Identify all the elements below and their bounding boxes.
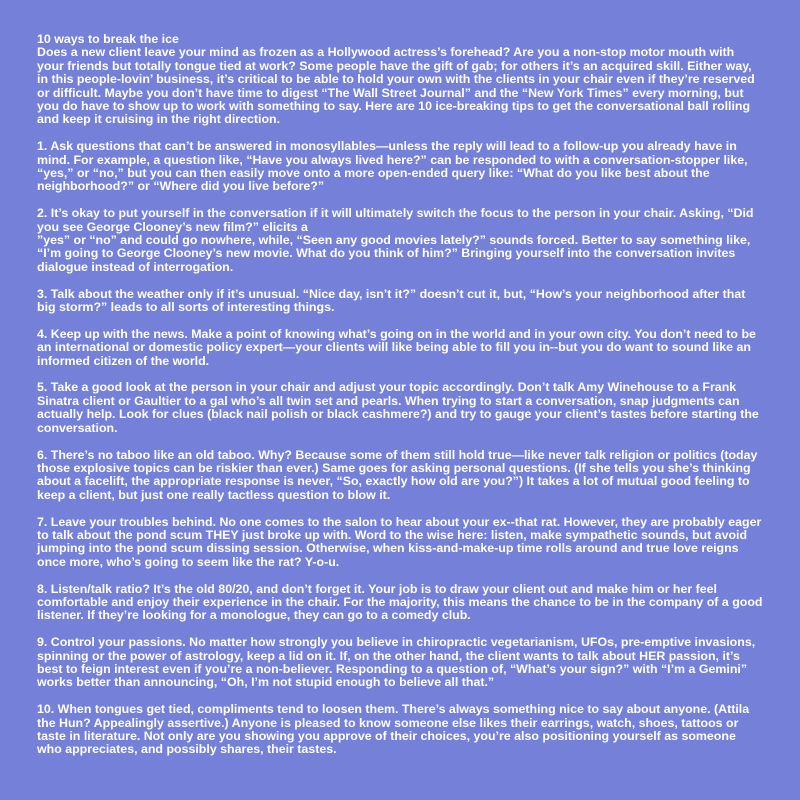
tip-8: 8. Listen/talk ratio? It’s the old 80/20, and don’t forget it. Your job is to draw your client out and make him or her feel comfortable and enjoy their experience in the chair. For the majority, this means the chance to be in the company of a good listener. If they’re looking for a monologue, they can go to a comedy club. [37,581,763,623]
tip-6: 6. There’s no taboo like an old taboo. Why? Because some of them still hold true—like never talk religion or politics (today those explosive topics can be riskier than ever.) Same goes for asking personal questions. (If she tells you she’s thinking about a facelift, the appropriate response is never, “So, exactly how old are you?”) It takes a lot of mutual good feeling to keep a client, but just one really tactless question to blow it. [37,447,758,502]
tip-1: 1. Ask questions that can’t be answered in monosyllables—unless the reply will lead to a follow-up you already have in mind. For example, a question like, “Have you always lived here?” can be responded to with a conversation-stopper like, “yes,” or “no,” but you can then easily move onto a more open-ended query like: “What do you like best about the neighborhood?” or “Where did you live before?” [37,139,748,194]
article-intro: Does a new client leave your mind as frozen as a Hollywood actress’s forehead? Are you a non-stop motor mouth with your friends but totally tongue tied at work? Some people have the gift of gab; for others it’s an acquired skill. Either way, in this people-lovin’ business, it’s critical to be able to hold your own with the clients in your chair even if they’re reserved or difficult. Maybe you don’t have time to digest “The Wall Street Journal” and the “New York Times” every morning, but you do have to show up to work with something to say. Here are 10 ice-breaking tips to get the conversational ball rolling and keep it cruising in the right direction. [37,45,755,127]
tip-3: 3. Talk about the weather only if it’s unusual. “Nice day, isn’t it?” doesn’t cut it, but, “How’s your neighborhood after that big storm?” leads to all sorts of interesting things. [37,286,746,315]
article [37,33,764,770]
tip-10: 10. When tongues get tied, compliments tend to loosen them. There’s always something nice to say about anyone. (Attila the Hun? Appealingly assertive.) Anyone is pleased to know someone else likes their earrings, watch, shoes, tattoos or taste in literature. Not only are you showing you approve of their choices, you’re also positioning yourself as someone who appreciates, and possibly shares, their tastes. [37,702,750,757]
tip-4: 4. Keep up with the news. Make a point of knowing what’s going on in the world and in your own city. You don’t need to be an international or domestic policy expert—your clients will like being able to fill you in--but you do want to sound like an informed citizen of the world. [37,326,756,368]
article-title: 10 ways to break the ice [37,32,179,46]
tip-2: 2. It’s okay to put yourself in the conversation if it will ultimately switch the focus to the person in your chair. Asking, “Did you see George Clooney’s new film?” elicits a ”yes” or “no” and could go nowhere, while, “Seen any good movies lately?” sounds forced. Better to say something like, “I’m going to George Clooney’s new movie. What do you think of him?” Bringing yourself into the conversation invites dialogue instead of interrogation. [37,206,754,274]
tip-7: 7. Leave your troubles behind. No one comes to the salon to hear about your ex--that rat. However, they are probably eager to talk about the pond scum THEY just broke up with. Word to the wise here: listen, make sympathetic sounds, but avoid jumping into the pond scum dissing session. Otherwise, when kiss-and-make-up time rolls around and true love reigns once more, who’s going to seem like the rat? Y-o-u. [37,514,762,569]
tip-5: 5. Take a good look at the person in your chair and adjust your topic accordingly. Don’t talk Amy Winehouse to a Frank Sinatra client or Gaultier to a gal who’s all twin set and pearls. When trying to start a conversation, snap judgments can actually help. Look for clues (black nail polish or black cashmere?) and try to gauge your client’s tastes before starting the conversation. [37,380,759,435]
tip-9: 9. Control your passions. No matter how strongly you believe in chiropractic vegetarianism, UFOs, pre-emptive invasions, spinning or the power of astrology, keep a lid on it. If, on the other hand, the client wants to talk about HER passion, it’s best to feign interest even if you’re a non-believer. Responding to a question of, “What’s your sign?” with “I’m a Gemini” works better than announcing, “Oh, I’m not stupid enough to believe all that.” [37,635,756,690]
